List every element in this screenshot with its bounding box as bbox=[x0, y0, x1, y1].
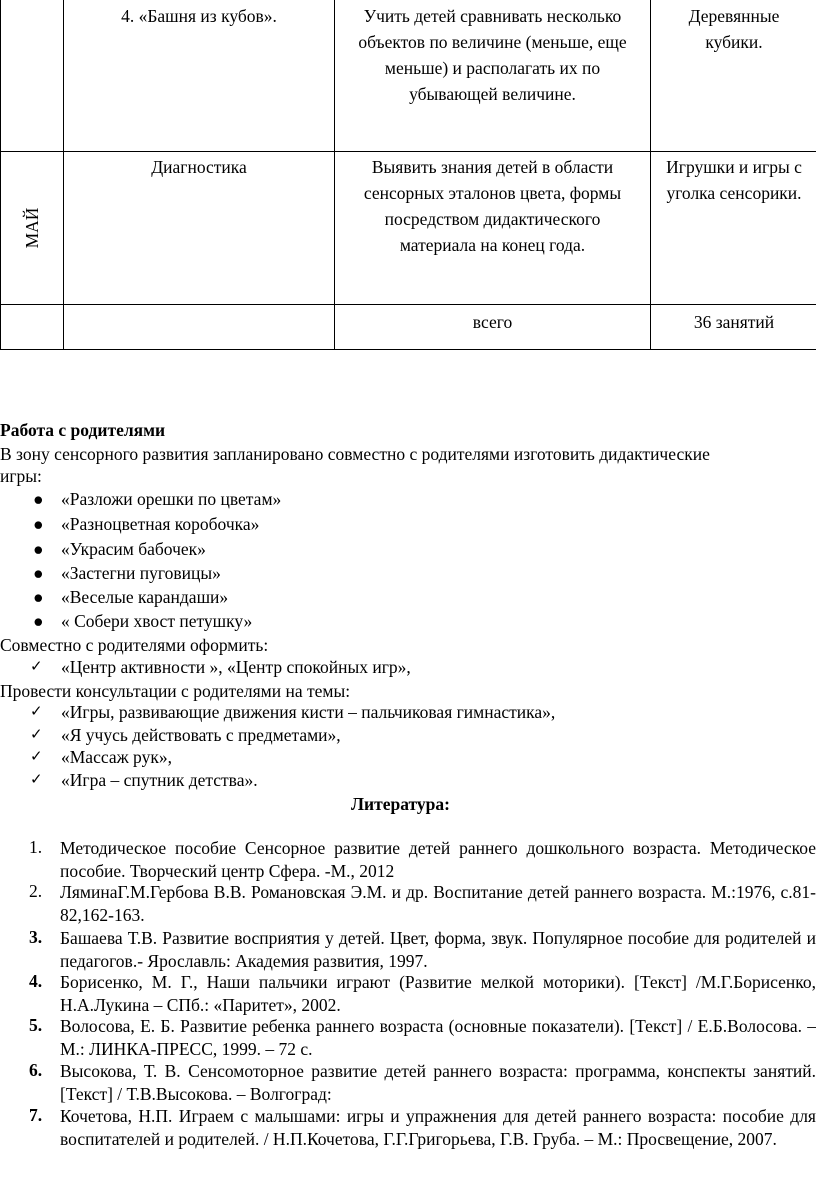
month-cell bbox=[1, 152, 64, 305]
table-row bbox=[1, 152, 816, 305]
month-cell bbox=[1, 305, 64, 350]
month-cell bbox=[1, 0, 64, 152]
check-icon: ✓ bbox=[30, 657, 43, 675]
check-icon: ✓ bbox=[30, 725, 43, 743]
total-label-cell: всего bbox=[335, 305, 651, 350]
lesson-materials-cell: Деревянные кубики. bbox=[651, 0, 816, 152]
bullet-icon: ● bbox=[33, 539, 44, 559]
month-label: МАЙ bbox=[22, 207, 42, 249]
lesson-goal-cell: Выявить знания детей в области сенсорных эталонов цвета, формы посредством дидактического материала на конец года. bbox=[335, 152, 651, 305]
parents-heading: Работа с родителями bbox=[0, 420, 166, 440]
lesson-title-cell: Диагностика bbox=[64, 152, 335, 305]
check-icon: ✓ bbox=[30, 770, 43, 788]
bullet-icon: ● bbox=[33, 514, 44, 534]
lesson-goal-cell: Учить детей сравнивать несколько объектов по величине (меньше, еще меньше) и располагать их по убывающей величине. bbox=[335, 0, 651, 152]
parents-intro: В зону сенсорного развития запланировано совместно с родителями изготовить дидактические bbox=[0, 444, 710, 464]
literature-heading: Литература: bbox=[351, 794, 450, 814]
bullet-icon: ● bbox=[33, 587, 44, 607]
check-icon: ✓ bbox=[30, 747, 43, 765]
table-row bbox=[1, 305, 816, 350]
lesson-title-cell bbox=[64, 305, 335, 350]
check-icon: ✓ bbox=[30, 702, 43, 720]
table-row bbox=[1, 0, 816, 152]
consult-intro: Провести консультации с родителями на темы: bbox=[0, 681, 351, 701]
parents-intro-continued: игры: bbox=[0, 466, 42, 486]
bullet-icon: ● bbox=[33, 611, 44, 631]
design-intro: Совместно с родителями оформить: bbox=[0, 635, 269, 655]
plan-table bbox=[0, 0, 816, 350]
bullet-icon: ● bbox=[33, 489, 44, 509]
total-value-cell: 36 занятий bbox=[651, 305, 816, 350]
lesson-materials-cell: Игрушки и игры с уголка сенсорики. bbox=[651, 152, 816, 305]
lesson-title-cell: 4. «Башня из кубов». bbox=[64, 0, 335, 152]
bullet-icon: ● bbox=[33, 563, 44, 583]
